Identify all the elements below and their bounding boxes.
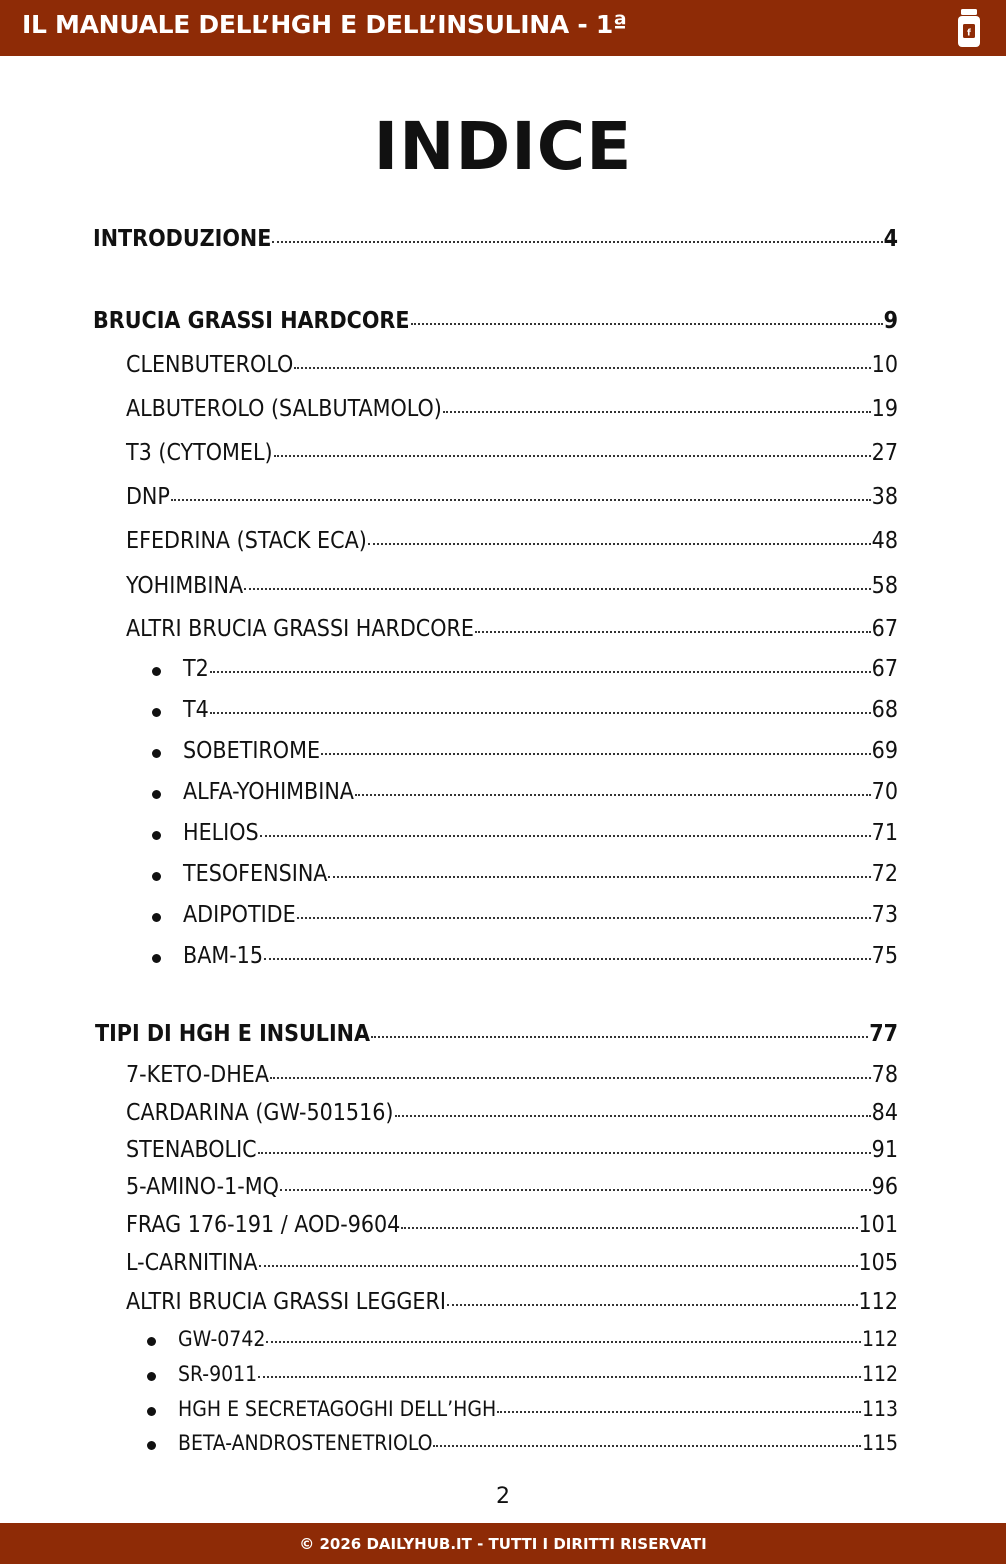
toc-chapter <box>126 616 898 642</box>
dot-leader <box>447 1302 858 1306</box>
toc-sub-item <box>178 1362 898 1386</box>
toc-entry-page: 69 <box>871 738 898 764</box>
toc-entry-label: BAM-15 <box>183 943 263 969</box>
toc-entry-page: 96 <box>871 1174 898 1200</box>
dot-leader <box>264 956 871 960</box>
toc-entry-page: 4 <box>883 226 898 252</box>
toc-chapter <box>126 396 898 422</box>
dot-leader <box>280 1187 871 1191</box>
svg-text:f: f <box>967 28 971 39</box>
toc-entry-label: 5-AMINO-1-MQ <box>126 1174 279 1200</box>
toc-entry-page: 48 <box>871 528 898 554</box>
toc-entry-label: BETA-ANDROSTENETRIOLO <box>178 1431 433 1455</box>
toc-entry-page: 38 <box>871 484 898 510</box>
bullet-icon <box>147 1441 156 1450</box>
toc-entry-label: EFEDRINA (STACK ECA) <box>126 528 367 554</box>
dot-leader <box>244 586 871 590</box>
toc-entry-page: 101 <box>858 1212 898 1238</box>
dot-leader <box>274 453 871 457</box>
toc-entry-page: 27 <box>871 440 898 466</box>
bullet-icon <box>152 872 161 881</box>
toc-entry-label: SOBETIROME <box>183 738 321 764</box>
toc-entry-page: 75 <box>871 943 898 969</box>
bullet-icon <box>147 1337 156 1346</box>
dot-leader <box>497 1409 861 1413</box>
toc-entry-page: 105 <box>858 1250 898 1276</box>
toc-entry-page: 58 <box>871 573 898 599</box>
toc-entry-label: GW-0742 <box>178 1327 266 1351</box>
dot-leader <box>411 321 883 325</box>
dot-leader <box>297 915 871 919</box>
dot-leader <box>210 710 871 714</box>
toc-entry-page: 67 <box>871 616 898 642</box>
toc-entry-page: 112 <box>861 1327 898 1351</box>
dot-leader <box>321 751 871 755</box>
toc-entry-page: 72 <box>871 861 898 887</box>
toc-entry-label: INTRODUZIONE <box>93 226 272 252</box>
toc-entry-label: HELIOS <box>183 820 259 846</box>
toc-entry-label: TIPI DI HGH E INSULINA <box>95 1021 371 1047</box>
dot-leader <box>355 792 871 796</box>
bullet-icon <box>147 1407 156 1416</box>
header-title: IL MANUALE DELL’HGH E DELL’INSULINA - 1ª <box>22 10 627 39</box>
toc-chapter <box>126 1062 898 1088</box>
toc-entry-label: ALTRI BRUCIA GRASSI LEGGERI <box>126 1289 446 1315</box>
toc-chapter <box>126 352 898 378</box>
toc-section-2 <box>95 1021 898 1047</box>
toc-sub-item <box>183 902 898 928</box>
toc-entry-label: ADIPOTIDE <box>183 902 296 928</box>
toc-chapter <box>126 440 898 466</box>
toc-sub-item <box>183 738 898 764</box>
toc-chapter <box>126 573 898 599</box>
toc-entry-page: 71 <box>871 820 898 846</box>
toc-sub-item <box>183 656 898 682</box>
toc-section-0 <box>93 226 898 252</box>
toc-entry-label: SR-9011 <box>178 1362 258 1386</box>
toc-chapter <box>126 1289 898 1315</box>
page-title: INDICE <box>373 108 633 185</box>
dot-leader <box>328 874 870 878</box>
dot-leader <box>270 1075 871 1079</box>
toc-entry-label: ALBUTEROLO (SALBUTAMOLO) <box>126 396 442 422</box>
dot-leader <box>210 669 871 673</box>
toc-entry-label: L-CARNITINA <box>126 1250 258 1276</box>
toc-entry-label: ALFA-YOHIMBINA <box>183 779 354 805</box>
bullet-icon <box>152 790 161 799</box>
toc-chapter <box>126 1212 898 1238</box>
bullet-icon <box>147 1372 156 1381</box>
toc-chapter <box>126 1174 898 1200</box>
toc-sub-item <box>183 779 898 805</box>
copyright-text: © 2026 DAILYHUB.IT - TUTTI I DIRITTI RISERVATI <box>299 1535 707 1553</box>
toc-entry-label: T4 <box>183 697 209 723</box>
toc-entry-label: 7-KETO-DHEA <box>126 1062 270 1088</box>
toc-section-1 <box>93 308 898 334</box>
toc-sub-item <box>178 1431 898 1455</box>
dot-leader <box>433 1443 860 1447</box>
page-header <box>0 0 1006 56</box>
toc-chapter <box>126 1250 898 1276</box>
dot-leader <box>272 239 882 243</box>
bullet-icon <box>152 954 161 963</box>
toc-sub-item <box>178 1397 898 1421</box>
toc-entry-label: YOHIMBINA <box>126 573 244 599</box>
toc-entry-label: FRAG 176-191 / AOD-9604 <box>126 1212 401 1238</box>
jar-icon <box>955 8 983 48</box>
dot-leader <box>258 1150 871 1154</box>
toc-entry-page: 78 <box>871 1062 898 1088</box>
dot-leader <box>371 1034 868 1038</box>
toc-entry-page: 67 <box>871 656 898 682</box>
dot-leader <box>294 365 870 369</box>
toc-chapter <box>126 1100 898 1126</box>
toc-entry-label: T2 <box>183 656 209 682</box>
dot-leader <box>475 629 871 633</box>
toc-entry-page: 84 <box>871 1100 898 1126</box>
toc-entry-label: BRUCIA GRASSI HARDCORE <box>93 308 410 334</box>
dot-leader <box>401 1225 857 1229</box>
dot-leader <box>443 409 871 413</box>
toc-chapter <box>126 1137 898 1163</box>
bullet-icon <box>152 913 161 922</box>
dot-leader <box>260 833 871 837</box>
toc-entry-page: 73 <box>871 902 898 928</box>
toc-entry-page: 19 <box>871 396 898 422</box>
bullet-icon <box>152 831 161 840</box>
toc-sub-item <box>183 820 898 846</box>
dot-leader <box>368 541 871 545</box>
dot-leader <box>171 497 871 501</box>
toc-entry-page: 68 <box>871 697 898 723</box>
toc-entry-page: 9 <box>883 308 898 334</box>
dot-leader <box>395 1113 871 1117</box>
toc-entry-label: TESOFENSINA <box>183 861 328 887</box>
page-number: 2 <box>496 1484 510 1509</box>
toc-chapter <box>126 484 898 510</box>
toc-sub-item <box>183 861 898 887</box>
toc-entry-label: T3 (CYTOMEL) <box>126 440 273 466</box>
toc-sub-item <box>183 943 898 969</box>
bullet-icon <box>152 708 161 717</box>
toc-entry-label: CLENBUTEROLO <box>126 352 294 378</box>
toc-entry-page: 112 <box>858 1289 898 1315</box>
dot-leader <box>258 1374 861 1378</box>
toc-entry-label: CARDARINA (GW-501516) <box>126 1100 394 1126</box>
toc-entry-page: 91 <box>871 1137 898 1163</box>
dot-leader <box>259 1263 858 1267</box>
page-footer <box>0 1523 1006 1564</box>
toc-entry-page: 113 <box>861 1397 898 1421</box>
bullet-icon <box>152 749 161 758</box>
toc-entry-page: 115 <box>861 1431 898 1455</box>
toc-entry-label: HGH E SECRETAGOGHI DELL’HGH <box>178 1397 497 1421</box>
dot-leader <box>266 1339 861 1343</box>
toc-sub-item <box>183 697 898 723</box>
toc-entry-label: STENABOLIC <box>126 1137 257 1163</box>
toc-sub-item <box>178 1327 898 1351</box>
bullet-icon <box>152 667 161 676</box>
toc-entry-page: 70 <box>871 779 898 805</box>
toc-entry-page: 112 <box>861 1362 898 1386</box>
toc-chapter <box>126 528 898 554</box>
toc-entry-page: 77 <box>869 1021 898 1047</box>
toc-entry-label: DNP <box>126 484 170 510</box>
toc-entry-label: ALTRI BRUCIA GRASSI HARDCORE <box>126 616 474 642</box>
toc-entry-page: 10 <box>871 352 898 378</box>
